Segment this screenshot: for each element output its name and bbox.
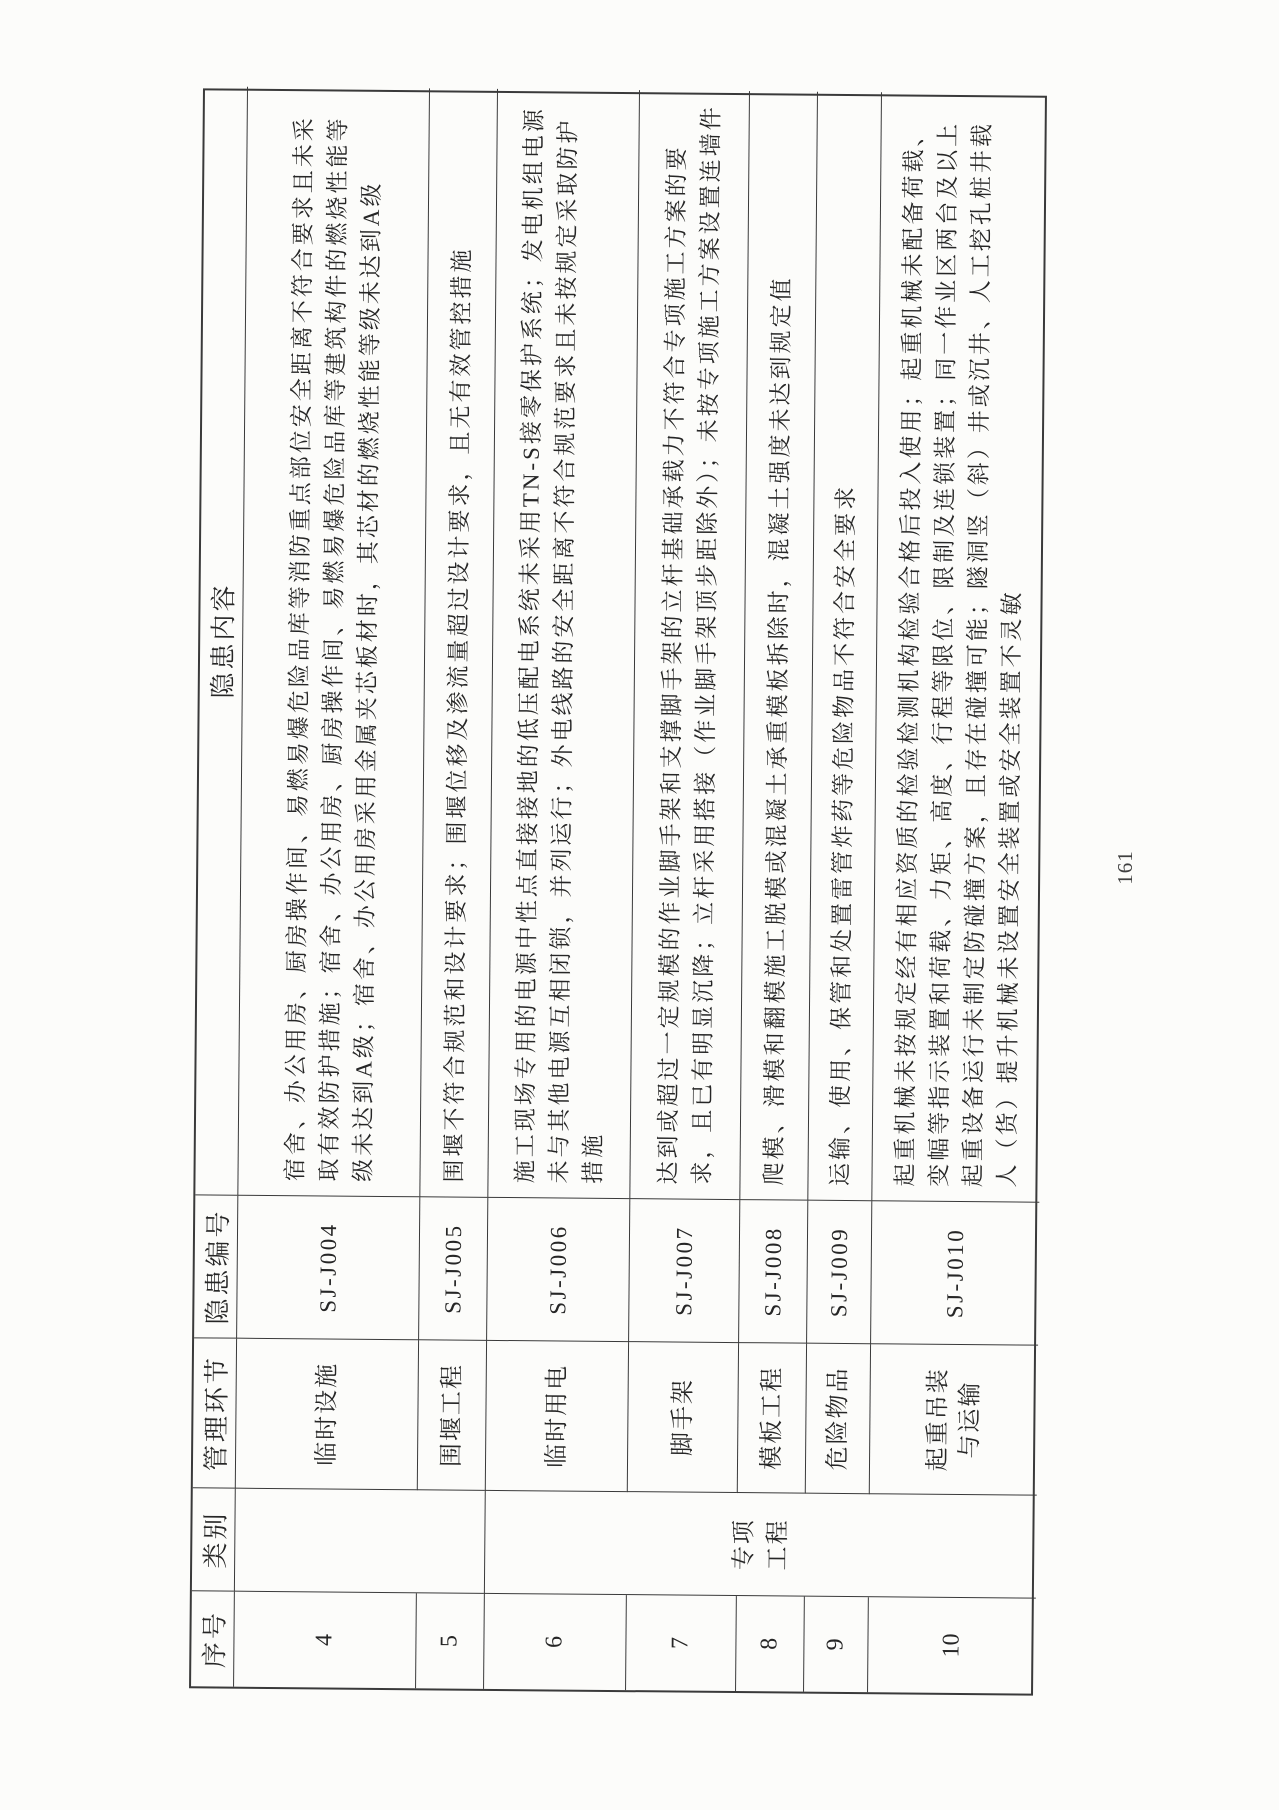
serial-cell: 6 xyxy=(483,1594,626,1690)
code-cell: SJ-J009 xyxy=(806,1201,871,1345)
code-cell: SJ-J004 xyxy=(236,1196,419,1341)
category-cell-rows6-10 xyxy=(484,1491,1037,1599)
serial-cell: 7 xyxy=(625,1595,736,1691)
stage-label: 危险物品 xyxy=(824,1366,852,1471)
stage-cell xyxy=(805,1344,870,1495)
code-cell: SJ-J005 xyxy=(418,1197,487,1341)
content-cell xyxy=(739,91,817,1201)
content-cell xyxy=(807,92,881,1202)
content-text: 起重机械未按规定经有相应资质的检验检测机构检验合格后投入使用；起重机械未配备荷载、变幅等指示装置和荷载、力矩、高度、行程等限位、限制及连锁装置；同一作业区两台及以上起重设备运行未制定防碰撞方案，且存在碰撞可能；隧洞竖（斜）井或沉井、人工挖孔桩井载人（货）提升机械未设置安全装置或安全装置不灵敏 xyxy=(891,120,1025,1188)
stage-label: 模板工程 xyxy=(758,1365,786,1470)
stage-cell xyxy=(737,1343,806,1494)
header-category: 类别 xyxy=(192,1488,235,1591)
stage-cell xyxy=(485,1341,628,1492)
hazard-table-readable xyxy=(189,88,1047,1695)
serial-cell: 9 xyxy=(803,1597,868,1693)
stage-cell xyxy=(627,1342,738,1493)
stage-label: 围堰工程 xyxy=(438,1362,466,1468)
stage-label: 起重吊装与运输 xyxy=(924,1367,984,1472)
content-text: 施工现场专用的电源中性点直接接地的低压配电系统未采用TN-S接零保护系统；发电机组电源未与其他电源互相闭锁，并列运行；外电线路的安全距离不符合规范要求且未按规定采取防护措施 xyxy=(511,106,606,1184)
code-cell: SJ-J007 xyxy=(628,1199,739,1343)
content-cell xyxy=(487,89,639,1199)
code-cell: SJ-J010 xyxy=(870,1201,1039,1345)
stage-label: 脚手架 xyxy=(669,1377,697,1457)
serial-cell: 4 xyxy=(233,1592,416,1689)
content-cell xyxy=(629,90,749,1200)
page-number: 161 xyxy=(1112,850,1137,885)
content-cell xyxy=(419,88,497,1198)
serial-cell: 5 xyxy=(415,1593,484,1689)
code-cell: SJ-J006 xyxy=(486,1198,629,1342)
serial-cell: 8 xyxy=(735,1596,804,1692)
content-text: 爬模、滑模和翻模施工脱模或混凝土承重模板拆除时，混凝土强度未达到规定值 xyxy=(760,275,794,1186)
rotated-table-region xyxy=(189,88,1047,1695)
category-cell-rows4-5 xyxy=(234,1489,485,1594)
hazard-table xyxy=(189,88,1047,1695)
content-text: 围堰不符合规范和设计要求；围堰位移及渗流量超过设计要求，且无有效管控措施 xyxy=(440,246,475,1183)
content-text: 运输、使用、保管和处置雷管炸药等危险物品不符合安全要求 xyxy=(826,483,859,1187)
stage-cell xyxy=(235,1339,418,1491)
content-cell xyxy=(871,92,1049,1202)
stage-cell xyxy=(417,1340,486,1491)
header-stage: 管理环节 xyxy=(193,1338,236,1488)
header-serial: 序号 xyxy=(199,1609,230,1669)
content-text: 宿舍、办公用房、厨房操作间、易燃易爆危险品库等消防重点部位安全距离不符合要求且未采取有效防护措施；宿舍、办公用房、厨房操作间、易燃易爆危险品库等建筑构件的燃烧性能等级未达到A级；宿舍、办公用房采用金属夹芯板材时，其芯材的燃烧性能等级未达到A级 xyxy=(281,115,384,1182)
code-cell: SJ-J008 xyxy=(738,1200,807,1344)
content-cell xyxy=(237,87,429,1198)
stage-label: 临时用电 xyxy=(543,1363,571,1469)
content-text: 达到或超过一定规模的作业脚手架和支撑脚手架的立杆基础承载力不符合专项施工方案的要求，且已有明显沉降；立杆采用搭接（作业脚手架顶步距除外）；未按专项施工方案设置连墙件 xyxy=(654,104,724,1185)
header-code: 隐患编号 xyxy=(194,1195,237,1338)
stage-label: 临时设施 xyxy=(313,1361,341,1467)
serial-cell: 10 xyxy=(867,1597,1036,1693)
header-content: 隐患内容 xyxy=(195,86,247,1195)
category-label: 专项工程 xyxy=(730,1518,792,1571)
stage-cell xyxy=(869,1344,1038,1495)
